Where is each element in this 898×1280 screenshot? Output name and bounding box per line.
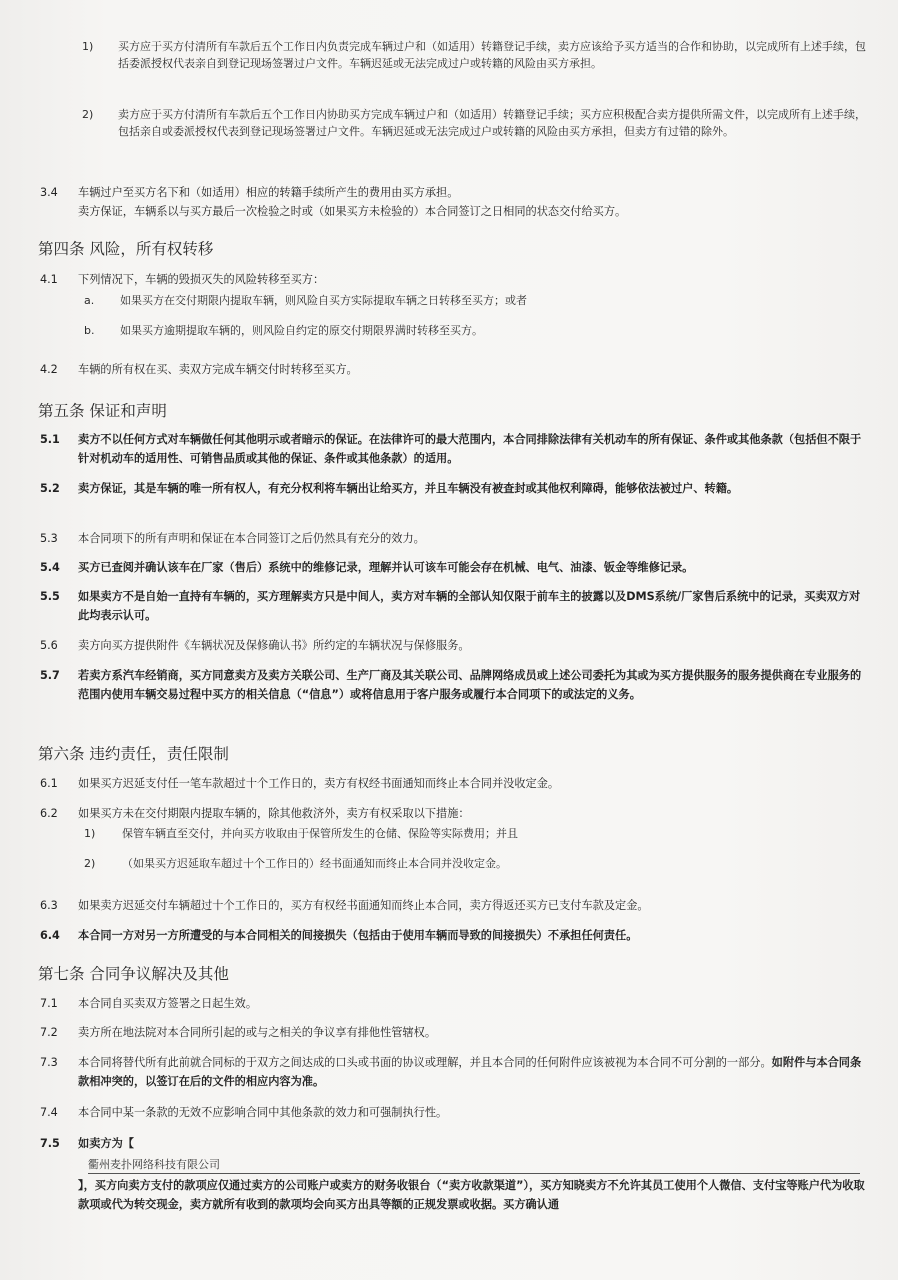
clause-7-5-continued [40,1176,870,1214]
clause-text: 车辆的所有权在买、卖双方完成车辆交付时转移至买方。 [78,363,358,376]
clause-number: 6.1 [40,777,58,790]
clause-5-3 [40,529,870,548]
clause-text: 如果买方未在交付期限内提取车辆的，除其他救济外，卖方有权采取以下措施： [78,807,470,820]
clause-number: 4.1 [40,273,58,286]
clause-number: 6.4 [40,929,60,942]
clause-text: 卖方所在地法院对本合同所引起的或与之相关的争议享有排他性管辖权。 [78,1026,437,1039]
item-number: 1) [84,827,96,840]
clause-text: 如果买方迟延支付任一笔车款超过十个工作日的，卖方有权经书面通知而终止本合同并没收定金。 [78,777,560,790]
clause-number: 5.7 [40,669,60,682]
clause-text: 如果卖方迟延交付车辆超过十个工作日的，买方有权经书面通知而终止本合同，卖方得返还买方已支付车款及定金。 [78,899,649,912]
clause-number: 4.2 [40,363,58,376]
clause-text-line-2: 卖方保证，车辆系以与买方最后一次检验之时或（如果买方未检验的）本合同签订之日相同的状态交付给买方。 [78,205,627,218]
clause-text: 本合同一方对另一方所遭受的与本合同相关的间接损失（包括由于使用车辆而导致的间接损失）不承担任何责任。 [78,929,638,942]
clause-number: 7.2 [40,1026,58,1039]
seller-company-name: 衢州麦扑网络科技有限公司 [88,1157,860,1174]
section-6-title: 第六条 违约责任，责任限制 [38,745,229,763]
clause-5-7 [40,666,870,704]
section-7-title: 第七条 合同争议解决及其他 [38,965,229,983]
clause-6-4 [40,926,870,945]
item-number: 2) [82,108,94,121]
clause-5-5 [40,587,870,625]
clause-text: 卖方保证，其是车辆的唯一所有权人，有充分权利将车辆出让给买方，并且车辆没有被查封或其他权利障碍，能够依法被过户、转籍。 [78,482,739,495]
clause-text: 卖方不以任何方式对车辆做任何其他明示或者暗示的保证。在法律许可的最大范围内，本合同排除法律有关机动车的所有保证、条件或其他条款（包括但不限于针对机动车的适用性、可销售品质或其他的保证、条件或其他条款）的适用。 [78,433,862,465]
clause-text: 买方已查阅并确认该车在厂家（售后）系统中的维修记录，理解并认可该车可能会存在机械、电气、油漆、钣金等维修记录。 [78,561,694,574]
clause-6-2 [40,804,870,823]
item-text: 保管车辆直至交付，并向买方收取由于保管所发生的仓储、保险等实际费用；并且 [122,827,518,840]
item-text: 如果买方逾期提取车辆的，则风险自约定的原交付期限界满时转移至买方。 [120,324,483,337]
clause-text: 本合同自买卖双方签署之日起生效。 [78,997,258,1010]
item-text: 卖方应于买方付清所有车款后五个工作日内协助买方完成车辆过户和（如适用）转籍登记手续；买方应积极配合卖方提供所需文件，以完成所有上述手续，包括亲自或委派授权代表到登记现场签署过户文件。车辆迟延或无法完成过户或转籍的风险由买方承担，但卖方有过错的除外。 [118,108,866,138]
clause-text: 】，买方向卖方支付的款项应仅通过卖方的公司账户或卖方的财务收银台（“卖方收款渠道”），买方知晓卖方不允许其员工使用个人微信、支付宝等账户代为收取款项或代为转交现金，卖方就所有收到的款项均会向买方出具等额的正规发票或收据。买方确认通 [78,1179,865,1211]
clause-number: 5.1 [40,433,60,446]
clause-5-1 [40,430,870,468]
clause-7-2 [40,1023,870,1042]
item-number: b. [84,324,95,337]
clause-text [78,1053,870,1091]
clause-number: 6.3 [40,899,58,912]
clause-number: 7.4 [40,1106,58,1119]
item-text: 如果买方在交付期限内提取车辆，则风险自买方实际提取车辆之日转移至买方；或者 [120,294,527,307]
clause-number: 7.5 [40,1137,60,1150]
clause-number: 5.4 [40,561,60,574]
clause-lead: 如卖方为【 [78,1137,134,1150]
item-number: 1) [82,40,94,53]
clause-text: 卖方向买方提供附件《车辆状况及保修确认书》所约定的车辆状况与保修服务。 [78,639,470,652]
clause-text-line-1: 车辆过户至买方名下和（如适用）相应的转籍手续所产生的费用由买方承担。 [78,186,459,199]
item-number: a. [84,294,95,307]
clause-number: 5.5 [40,590,60,603]
clause-7-4 [40,1103,870,1122]
clause-number: 5.2 [40,482,60,495]
item-number: 2) [84,857,96,870]
clause-4-2 [40,360,870,379]
clause-text: 若卖方系汽车经销商，买方同意卖方及卖方关联公司、生产厂商及其关联公司、品牌网络成员或上述公司委托为其或为买方提供服务的服务提供商在专业服务的范围内使用车辆交易过程中买方的相关信息（“信息”）或将信息用于客户服务或履行本合同项下的或法定的义务。 [78,669,862,701]
clause-6-3 [40,896,870,915]
clause-7-1 [40,994,870,1013]
clause-6-1 [40,774,870,793]
clause-text-emphasis: 如附件与本合同条款相冲突的，以签订在后的文件的相应内容为准。 [78,1056,862,1088]
clause-number: 6.2 [40,807,58,820]
section-4-title: 第四条 风险，所有权转移 [38,240,214,258]
clause-5-2 [40,479,870,498]
section-5-title: 第五条 保证和声明 [38,402,167,420]
clause-number: 5.6 [40,639,58,652]
item-text: 买方应于买方付清所有车款后五个工作日内负责完成车辆过户和（如适用）转籍登记手续，卖方应该给予买方适当的合作和协助，以完成所有上述手续，包括委派授权代表亲自到登记现场签署过户文件。车辆迟延或无法完成过户或转籍的风险由买方承担。 [118,40,866,70]
clause-number: 7.1 [40,997,58,1010]
clause-text: 本合同项下的所有声明和保证在本合同签订之后仍然具有充分的效力。 [78,532,425,545]
clause-3-3-item-1 [82,38,872,72]
clause-text-main: 本合同将替代所有此前就合同标的于双方之间达成的口头或书面的协议或理解，并且本合同的任何附件应该被视为本合同不可分割的一部分。 [78,1056,772,1069]
clause-7-5 [40,1134,870,1153]
clause-7-3 [40,1053,870,1091]
clause-5-6 [40,636,870,655]
clause-4-1 [40,270,870,289]
item-text: （如果买方迟延取车超过十个工作日的）经书面通知而终止本合同并没收定金。 [122,857,507,870]
clause-number: 3.4 [40,186,58,199]
clause-text: 下列情况下，车辆的毁损灭失的风险转移至买方： [78,273,325,286]
clause-3-4 [40,183,870,221]
clause-text: 如果卖方不是自始一直持有车辆的，买方理解卖方只是中间人，卖方对车辆的全部认知仅限于前车主的披露以及DMS系统/厂家售后系统中的记录，买卖双方对此均表示认可。 [78,590,861,622]
clause-text: 本合同中某一条款的无效不应影响合同中其他条款的效力和可强制执行性。 [78,1106,448,1119]
clause-3-3-item-2 [82,106,872,140]
clause-5-4 [40,558,870,577]
clause-number: 5.3 [40,532,58,545]
clause-number: 7.3 [40,1056,58,1069]
